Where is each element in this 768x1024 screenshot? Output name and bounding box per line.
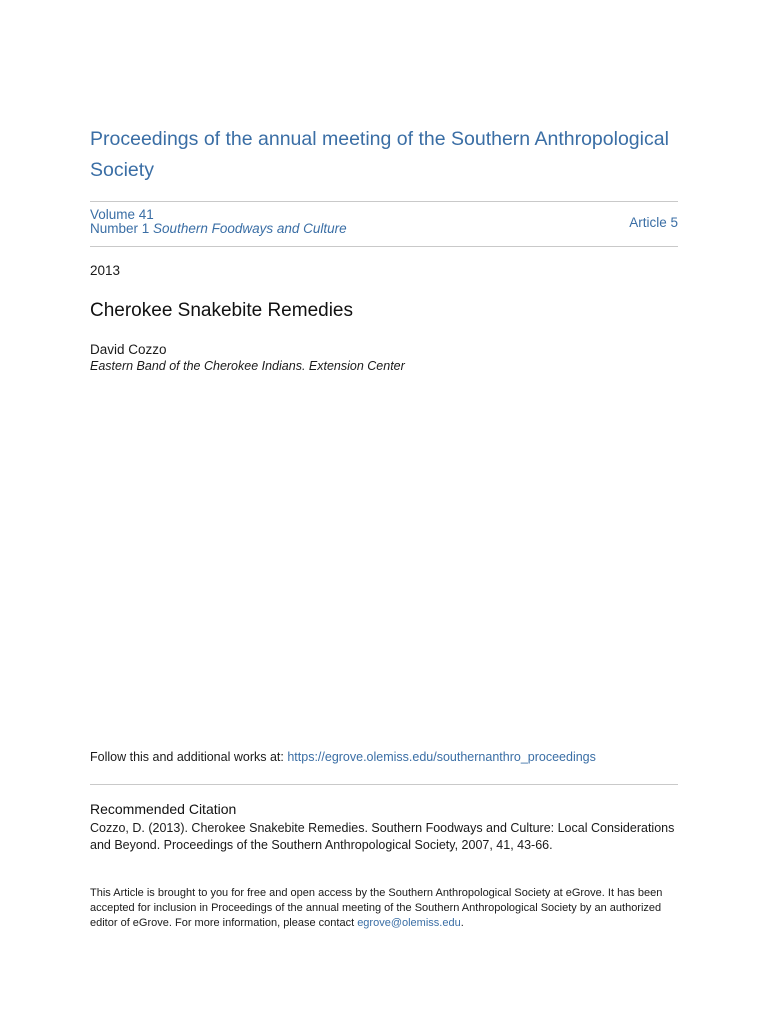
journal-title-link[interactable]: Proceedings of the annual meeting of the Southern Anthropological Society <box>90 128 669 181</box>
contact-email-link[interactable]: egrove@olemiss.edu <box>357 917 461 929</box>
footer-text: This Article is brought to you for free and open access by the Southern Anthropological Society at eGrove. It has been accepted for inclusion in Proceedings of the annual meeting of the Southern Anthropological Society by an authorized editor of eGrove. For more information, please contact <box>90 887 663 929</box>
author-affiliation: Eastern Band of the Cherokee Indians. Extension Center <box>90 359 405 373</box>
article-number-link[interactable]: Article 5 <box>629 215 678 230</box>
volume-info <box>90 208 347 236</box>
citation-text: Cozzo, D. (2013). Cherokee Snakebite Remedies. Southern Foodways and Culture: Local Considerations and Beyond. Proceedings of the Southern Anthropological Society, 2007, 41, 43-66. <box>90 821 675 852</box>
footer-notice <box>90 886 680 931</box>
header-bottom-divider <box>90 246 678 247</box>
number-label: Number 1 <box>90 221 150 236</box>
author-name: David Cozzo <box>90 342 167 357</box>
issue-line[interactable] <box>90 222 347 236</box>
top-divider <box>90 201 678 202</box>
article-title: Cherokee Snakebite Remedies <box>90 300 353 321</box>
follow-prefix: Follow this and additional works at: <box>90 750 284 764</box>
follow-line <box>90 750 596 764</box>
citation-divider <box>90 784 678 785</box>
publication-year: 2013 <box>90 263 121 278</box>
citation-heading: Recommended Citation <box>90 801 237 817</box>
issue-title: Southern Foodways and Culture <box>153 221 347 236</box>
footer-period: . <box>460 917 464 929</box>
repository-link[interactable]: https://egrove.olemiss.edu/southernanthro_proceedings <box>287 750 596 764</box>
volume-link[interactable]: Volume 41 <box>90 207 154 222</box>
